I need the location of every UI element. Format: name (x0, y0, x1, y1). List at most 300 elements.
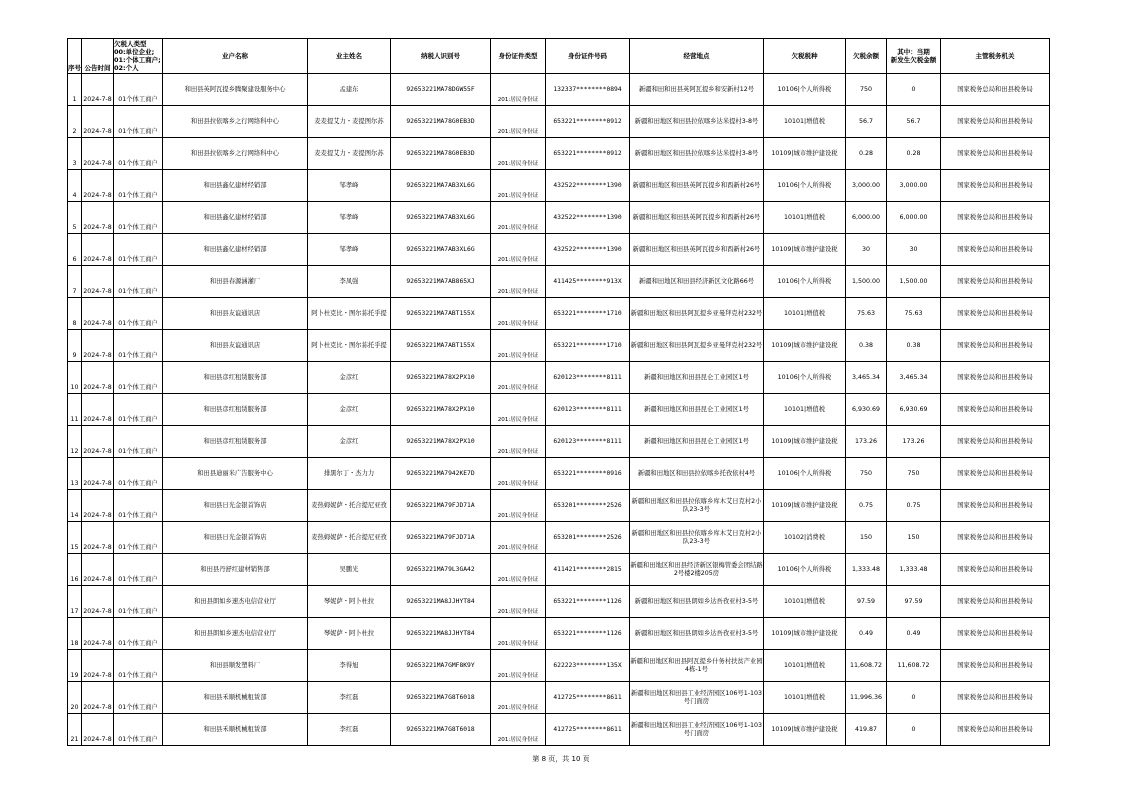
address-cell: 新疆和田地区和田县阿瓦提乡亚曼拜克村232号 (630, 298, 764, 330)
tax-kind-cell: 10101|增值税 (764, 650, 846, 682)
amount-cell: 750 (846, 74, 887, 106)
tax-kind-cell: 10106|个人所得税 (764, 170, 846, 202)
amount-cell: 150 (846, 522, 887, 554)
new-amount-cell: 0.38 (887, 330, 941, 362)
address-cell: 新疆和田地区和田县拉依喀乡托孜依村4号 (630, 458, 764, 490)
type-cell: 01个体工商户 (114, 106, 163, 138)
tax-id-cell: 92653221MA78X2PX10 (391, 394, 491, 426)
amount-cell: 6,930.69 (846, 394, 887, 426)
name-cell: 和田县朗如乡速杰电信营业厅 (163, 618, 308, 650)
type-cell: 01个体工商户 (114, 650, 163, 682)
owner-cell: 李红磊 (308, 714, 391, 746)
address-cell: 新疆和田地区和田县经济新区文化路66号 (630, 266, 764, 298)
owner-cell: 金彦红 (308, 426, 391, 458)
seq-cell: 12 (68, 426, 82, 458)
new-amount-cell: 0 (887, 74, 941, 106)
date-cell: 2024-7-8 (82, 682, 114, 714)
address-cell: 新疆和田地区和田县拉依喀乡达米提村3-8号 (630, 138, 764, 170)
id-type-cell: 201:居民身份证 (491, 714, 546, 746)
type-cell: 01个体工商户 (114, 458, 163, 490)
type-cell: 01个体工商户 (114, 138, 163, 170)
id-type-cell: 201:居民身份证 (491, 202, 546, 234)
amount-cell: 0.38 (846, 330, 887, 362)
owner-cell: 邹孝峰 (308, 170, 391, 202)
owner-cell: 邹孝峰 (308, 202, 391, 234)
header-tax-kind: 欠税税种 (764, 39, 846, 74)
id-no-cell: 432522********1390 (546, 234, 630, 266)
authority-cell: 国家税务总局和田县税务局 (941, 682, 1050, 714)
amount-cell: 0.49 (846, 618, 887, 650)
new-amount-cell: 97.59 (887, 586, 941, 618)
owner-cell: 麦麦提艾力・麦提图尔苏 (308, 138, 391, 170)
id-type-cell: 201:居民身份证 (491, 394, 546, 426)
date-cell: 2024-7-8 (82, 426, 114, 458)
header-owner: 业主姓名 (308, 39, 391, 74)
table-row (68, 522, 1050, 554)
tax-id-cell: 92653221MA7AB3XL6G (391, 202, 491, 234)
id-no-cell: 412725********8611 (546, 682, 630, 714)
address-cell: 新疆和田地区和田县朗如乡达吾孜亚村3-5号 (630, 586, 764, 618)
address-cell: 新疆和田和田县英阿瓦提乡和安新村12号 (630, 74, 764, 106)
type-cell: 01个体工商户 (114, 554, 163, 586)
table-row (68, 426, 1050, 458)
name-cell: 和田县彦红租赁服务部 (163, 362, 308, 394)
tax-kind-cell: 10109|城市维护建设税 (764, 234, 846, 266)
name-cell: 和田县彦红租赁服务部 (163, 426, 308, 458)
authority-cell: 国家税务总局和田县税务局 (941, 618, 1050, 650)
id-type-cell: 201:居民身份证 (491, 138, 546, 170)
table-row (68, 266, 1050, 298)
name-cell: 和田县拉依喀乡之行网络科中心 (163, 138, 308, 170)
amount-cell: 3,000.00 (846, 170, 887, 202)
header-debtor-type: 欠税人类型 00:单位企业; 01:个体工商户; 02:个人 (114, 40, 161, 72)
type-cell: 01个体工商户 (114, 74, 163, 106)
name-cell: 和田县友谊通讯店 (163, 298, 308, 330)
date-cell: 2024-7-8 (82, 618, 114, 650)
amount-cell: 0.75 (846, 490, 887, 522)
tax-id-cell: 92653221MA8JJHYT84 (391, 586, 491, 618)
new-amount-cell: 3,000.00 (887, 170, 941, 202)
tax-kind-cell: 10101|增值税 (764, 586, 846, 618)
id-no-cell: 653221********1126 (546, 618, 630, 650)
name-cell: 和田县日光金银首饰店 (163, 522, 308, 554)
table-row (68, 586, 1050, 618)
tax-id-cell: 92653221MA8JJHYT84 (391, 618, 491, 650)
id-no-cell: 653201********2526 (546, 522, 630, 554)
name-cell: 和田县禾顺机械租赁部 (163, 682, 308, 714)
name-cell: 和田县鑫亿建材经销部 (163, 170, 308, 202)
authority-cell: 国家税务总局和田县税务局 (941, 586, 1050, 618)
table-row (68, 202, 1050, 234)
new-amount-cell: 0 (887, 714, 941, 746)
table-row (68, 170, 1050, 202)
amount-cell: 0.28 (846, 138, 887, 170)
amount-cell: 1,500.00 (846, 266, 887, 298)
owner-cell: 琴妮萨・阿卜杜拉 (308, 586, 391, 618)
name-cell: 和田县鑫亿建材经销部 (163, 234, 308, 266)
seq-cell: 2 (68, 106, 82, 138)
id-type-cell: 201:居民身份证 (491, 586, 546, 618)
id-type-cell: 201:居民身份证 (491, 554, 546, 586)
id-no-cell: 412725********8611 (546, 714, 630, 746)
owner-cell: 琴妮萨・阿卜杜拉 (308, 618, 391, 650)
id-no-cell: 653221********1126 (546, 586, 630, 618)
authority-cell: 国家税务总局和田县税务局 (941, 74, 1050, 106)
table-row (68, 106, 1050, 138)
table-row (68, 458, 1050, 490)
date-cell: 2024-7-8 (82, 330, 114, 362)
type-cell: 01个体工商户 (114, 586, 163, 618)
tax-id-cell: 92653221MA78DGW55F (391, 74, 491, 106)
tax-kind-cell: 10101|增值税 (764, 394, 846, 426)
amount-cell: 750 (846, 458, 887, 490)
table-row (68, 234, 1050, 266)
id-type-cell: 201:居民身份证 (491, 618, 546, 650)
type-cell: 01个体工商户 (114, 426, 163, 458)
id-no-cell: 411425********913X (546, 266, 630, 298)
new-amount-cell: 0.49 (887, 618, 941, 650)
date-cell: 2024-7-8 (82, 234, 114, 266)
authority-cell: 国家税务总局和田县税务局 (941, 650, 1050, 682)
id-no-cell: 653201********2526 (546, 490, 630, 522)
type-cell: 01个体工商户 (114, 298, 163, 330)
seq-cell: 17 (68, 586, 82, 618)
new-amount-cell: 173.26 (887, 426, 941, 458)
tax-id-cell: 92653221MA79FJD71A (391, 522, 491, 554)
name-cell: 和田县丹舒红建材销售部 (163, 554, 308, 586)
seq-cell: 8 (68, 298, 82, 330)
id-no-cell: 653221********1710 (546, 330, 630, 362)
date-cell: 2024-7-8 (82, 298, 114, 330)
id-no-cell: 132337********0894 (546, 74, 630, 106)
id-no-cell: 653221********0912 (546, 138, 630, 170)
owner-cell: 孟建东 (308, 74, 391, 106)
authority-cell: 国家税务总局和田县税务局 (941, 490, 1050, 522)
amount-cell: 11,996.36 (846, 682, 887, 714)
date-cell: 2024-7-8 (82, 170, 114, 202)
new-amount-cell: 150 (887, 522, 941, 554)
amount-cell: 75.63 (846, 298, 887, 330)
id-type-cell: 201:居民身份证 (491, 458, 546, 490)
seq-cell: 20 (68, 682, 82, 714)
date-cell: 2024-7-8 (82, 650, 114, 682)
id-no-cell: 653221********0916 (546, 458, 630, 490)
table-row (68, 138, 1050, 170)
name-cell: 和田县顺发塑料厂 (163, 650, 308, 682)
id-no-cell: 432522********1390 (546, 202, 630, 234)
header-id-type: 身份证件类型 (491, 39, 546, 74)
owner-cell: 李凤强 (308, 266, 391, 298)
authority-cell: 国家税务总局和田县税务局 (941, 266, 1050, 298)
table-row (68, 74, 1050, 106)
authority-cell: 国家税务总局和田县税务局 (941, 394, 1050, 426)
tax-kind-cell: 10106|个人所得税 (764, 554, 846, 586)
type-cell: 01个体工商户 (114, 202, 163, 234)
tax-id-cell: 92653221MA7942KE7D (391, 458, 491, 490)
id-type-cell: 201:居民身份证 (491, 362, 546, 394)
authority-cell: 国家税务总局和田县税务局 (941, 106, 1050, 138)
tax-kind-cell: 10109|城市维护建设税 (764, 138, 846, 170)
name-cell: 和田县日光金银首饰店 (163, 490, 308, 522)
new-amount-cell: 1,333.48 (887, 554, 941, 586)
seq-cell: 7 (68, 266, 82, 298)
seq-cell: 13 (68, 458, 82, 490)
header-amount: 欠税余额 (846, 39, 887, 74)
owner-cell: 排黑尔丁・杰力力 (308, 458, 391, 490)
name-cell: 和田县春源涵灌厂 (163, 266, 308, 298)
table-row (68, 682, 1050, 714)
owner-cell: 阿卜杜克比・图尔荪托乎提 (308, 298, 391, 330)
seq-cell: 14 (68, 490, 82, 522)
table-row (68, 330, 1050, 362)
seq-cell: 11 (68, 394, 82, 426)
amount-cell: 3,465.34 (846, 362, 887, 394)
type-cell: 01个体工商户 (114, 682, 163, 714)
address-cell: 新疆和田地区和田县英阿瓦提乡和酉新村26号 (630, 234, 764, 266)
authority-cell: 国家税务总局和田县税务局 (941, 554, 1050, 586)
date-cell: 2024-7-8 (82, 106, 114, 138)
authority-cell: 国家税务总局和田县税务局 (941, 138, 1050, 170)
type-cell: 01个体工商户 (114, 170, 163, 202)
type-cell: 01个体工商户 (114, 362, 163, 394)
owner-cell: 麦热姆妮萨・托合提尼亚孜 (308, 490, 391, 522)
date-cell: 2024-7-8 (82, 586, 114, 618)
id-type-cell: 201:居民身份证 (491, 682, 546, 714)
date-cell: 2024-7-8 (82, 362, 114, 394)
seq-cell: 3 (68, 138, 82, 170)
owner-cell: 李红磊 (308, 682, 391, 714)
name-cell: 和田县拉依喀乡之行网络科中心 (163, 106, 308, 138)
type-cell: 01个体工商户 (114, 490, 163, 522)
date-cell: 2024-7-8 (82, 522, 114, 554)
date-cell: 2024-7-8 (82, 490, 114, 522)
new-amount-cell: 75.63 (887, 298, 941, 330)
id-type-cell: 201:居民身份证 (491, 330, 546, 362)
owner-cell: 麦麦提艾力・麦提图尔苏 (308, 106, 391, 138)
tax-id-cell: 92653221MA7AB3XL6G (391, 234, 491, 266)
header-name: 业户名称 (163, 39, 308, 74)
tax-id-cell: 92653221MA78X2PX10 (391, 362, 491, 394)
name-cell: 和田县英阿瓦提乡腾聚建设服务中心 (163, 74, 308, 106)
new-amount-cell: 0 (887, 682, 941, 714)
new-amount-cell: 30 (887, 234, 941, 266)
date-cell: 2024-7-8 (82, 714, 114, 746)
type-cell: 01个体工商户 (114, 234, 163, 266)
new-amount-cell: 6,930.69 (887, 394, 941, 426)
new-amount-cell: 0.75 (887, 490, 941, 522)
id-type-cell: 201:居民身份证 (491, 74, 546, 106)
date-cell: 2024-7-8 (82, 394, 114, 426)
address-cell: 新疆和田地区和田县朗如乡达吾孜亚村3-5号 (630, 618, 764, 650)
seq-cell: 10 (68, 362, 82, 394)
owner-cell: 李得旭 (308, 650, 391, 682)
tax-kind-cell: 10106|个人所得税 (764, 458, 846, 490)
type-cell: 01个体工商户 (114, 330, 163, 362)
id-type-cell: 201:居民身份证 (491, 298, 546, 330)
address-cell: 新疆和田地区和田县拉依喀乡达米提村3-8号 (630, 106, 764, 138)
amount-cell: 173.26 (846, 426, 887, 458)
address-cell: 新疆和田地区和田县英阿瓦提乡和酉新村26号 (630, 202, 764, 234)
table-row (68, 298, 1050, 330)
id-type-cell: 201:居民身份证 (491, 234, 546, 266)
owner-cell: 邹孝峰 (308, 234, 391, 266)
tax-kind-cell: 10101|增值税 (764, 202, 846, 234)
date-cell: 2024-7-8 (82, 74, 114, 106)
address-cell: 新疆和田地区和田县阿瓦提乡什务村扶贫产业园4栋-1号 (630, 650, 764, 682)
id-type-cell: 201:居民身份证 (491, 106, 546, 138)
new-amount-cell: 11,608.72 (887, 650, 941, 682)
tax-kind-cell: 10106|个人所得税 (764, 74, 846, 106)
authority-cell: 国家税务总局和田县税务局 (941, 170, 1050, 202)
type-cell: 01个体工商户 (114, 394, 163, 426)
authority-cell: 国家税务总局和田县税务局 (941, 298, 1050, 330)
header-row (68, 39, 1050, 74)
new-amount-cell: 56.7 (887, 106, 941, 138)
authority-cell: 国家税务总局和田县税务局 (941, 458, 1050, 490)
tax-kind-cell: 10101|增值税 (764, 298, 846, 330)
amount-cell: 56.7 (846, 106, 887, 138)
table-row (68, 362, 1050, 394)
tax-id-cell: 92653221MA7AB865XJ (391, 266, 491, 298)
address-cell: 新疆和田地区和田县昆仑工业园区1号 (630, 362, 764, 394)
table-row (68, 490, 1050, 522)
name-cell: 和田县朗如乡速杰电信营业厅 (163, 586, 308, 618)
tax-id-cell: 92653221MA7GMF8K9Y (391, 650, 491, 682)
amount-cell: 11,608.72 (846, 650, 887, 682)
id-type-cell: 201:居民身份证 (491, 490, 546, 522)
tax-id-cell: 92653221MA7G8T6018 (391, 714, 491, 746)
authority-cell: 国家税务总局和田县税务局 (941, 362, 1050, 394)
new-amount-cell: 750 (887, 458, 941, 490)
amount-cell: 30 (846, 234, 887, 266)
new-amount-cell: 6,000.00 (887, 202, 941, 234)
new-amount-cell: 1,500.00 (887, 266, 941, 298)
id-type-cell: 201:居民身份证 (491, 266, 546, 298)
table-row (68, 650, 1050, 682)
tax-id-cell: 92653221MA7AB3XL6G (391, 170, 491, 202)
table-row (68, 618, 1050, 650)
seq-cell: 16 (68, 554, 82, 586)
address-cell: 新疆和田地区和田县拉依喀乡库木艾日克村2小队23-3号 (630, 522, 764, 554)
header-seq: 序号 (68, 39, 82, 74)
authority-cell: 国家税务总局和田县税务局 (941, 522, 1050, 554)
header-tax-id: 纳税人识别号 (391, 39, 491, 74)
type-cell: 01个体工商户 (114, 714, 163, 746)
name-cell: 和田县迪丽米广告服务中心 (163, 458, 308, 490)
amount-cell: 1,333.48 (846, 554, 887, 586)
type-cell: 01个体工商户 (114, 266, 163, 298)
tax-kind-cell: 10106|个人所得税 (764, 362, 846, 394)
date-cell: 2024-7-8 (82, 138, 114, 170)
tax-id-cell: 92653221MA7G8T6018 (391, 682, 491, 714)
name-cell: 和田县禾顺机械租赁部 (163, 714, 308, 746)
id-type-cell: 201:居民身份证 (491, 650, 546, 682)
tax-kind-cell: 10106|个人所得税 (764, 266, 846, 298)
table-row (68, 714, 1050, 746)
owner-cell: 金彦红 (308, 362, 391, 394)
tax-id-cell: 92653221MA79FJD71A (391, 490, 491, 522)
owner-cell: 金彦红 (308, 394, 391, 426)
id-no-cell: 653221********0912 (546, 106, 630, 138)
tax-kind-cell: 10109|城市维护建设税 (764, 330, 846, 362)
seq-cell: 4 (68, 170, 82, 202)
address-cell: 新疆和田地区和田县阿瓦提乡亚曼拜克村232号 (630, 330, 764, 362)
address-cell: 新疆和田地区和田县昆仑工业园区1号 (630, 394, 764, 426)
owner-cell: 阿卜杜克比・图尔荪托乎提 (308, 330, 391, 362)
seq-cell: 9 (68, 330, 82, 362)
address-cell: 新疆和田地区和田县工业经济园区106号1-103号门面房 (630, 714, 764, 746)
amount-cell: 6,000.00 (846, 202, 887, 234)
header-id-no: 身份证件号码 (546, 39, 630, 74)
seq-cell: 1 (68, 74, 82, 106)
seq-cell: 18 (68, 618, 82, 650)
tax-kind-cell: 10109|城市维护建设税 (764, 714, 846, 746)
seq-cell: 19 (68, 650, 82, 682)
new-amount-cell: 0.28 (887, 138, 941, 170)
seq-cell: 5 (68, 202, 82, 234)
type-cell: 01个体工商户 (114, 522, 163, 554)
id-no-cell: 620123********8111 (546, 426, 630, 458)
tax-kind-cell: 10109|城市维护建设税 (764, 426, 846, 458)
type-cell: 01个体工商户 (114, 618, 163, 650)
table-row (68, 554, 1050, 586)
authority-cell: 国家税务总局和田县税务局 (941, 426, 1050, 458)
address-cell: 新疆和田地区和田县昆仑工业园区1号 (630, 426, 764, 458)
tax-kind-cell: 10109|城市维护建设税 (764, 618, 846, 650)
header-authority: 主管税务机关 (941, 39, 1050, 74)
header-address: 经营地点 (630, 39, 764, 74)
date-cell: 2024-7-8 (82, 554, 114, 586)
authority-cell: 国家税务总局和田县税务局 (941, 234, 1050, 266)
tax-kind-cell: 10102|消费税 (764, 522, 846, 554)
amount-cell: 97.59 (846, 586, 887, 618)
tax-id-cell: 92653221MA78X2PX10 (391, 426, 491, 458)
address-cell: 新疆和田地区和田县拉依喀乡库木艾日克村2小队23-3号 (630, 490, 764, 522)
id-no-cell: 653221********1710 (546, 298, 630, 330)
name-cell: 和田县鑫亿建材经销部 (163, 202, 308, 234)
id-type-cell: 201:居民身份证 (491, 170, 546, 202)
address-cell: 新疆和田地区和田县工业经济园区106号1-103号门面房 (630, 682, 764, 714)
amount-cell: 419.87 (846, 714, 887, 746)
tax-arrears-table (67, 38, 1050, 746)
name-cell: 和田县友谊通讯店 (163, 330, 308, 362)
tax-id-cell: 92653221MA78G0EB3D (391, 138, 491, 170)
tax-kind-cell: 10101|增值税 (764, 682, 846, 714)
id-no-cell: 620123********8111 (546, 394, 630, 426)
header-pub-time: 公告时间 (82, 39, 114, 74)
id-no-cell: 432522********1390 (546, 170, 630, 202)
name-cell: 和田县彦红租赁服务部 (163, 394, 308, 426)
header-new-amount: 其中：当期 新发生欠税金额 (887, 39, 941, 74)
date-cell: 2024-7-8 (82, 266, 114, 298)
page-footer: 第 8 页，共 10 页 (532, 755, 590, 763)
seq-cell: 21 (68, 714, 82, 746)
owner-cell: 吴鹏光 (308, 554, 391, 586)
authority-cell: 国家税务总局和田县税务局 (941, 714, 1050, 746)
id-type-cell: 201:居民身份证 (491, 522, 546, 554)
tax-id-cell: 92653221MA7ABT155X (391, 298, 491, 330)
date-cell: 2024-7-8 (82, 458, 114, 490)
tax-kind-cell: 10109|城市维护建设税 (764, 490, 846, 522)
date-cell: 2024-7-8 (82, 202, 114, 234)
id-no-cell: 620123********8111 (546, 362, 630, 394)
seq-cell: 15 (68, 522, 82, 554)
tax-kind-cell: 10101|增值税 (764, 106, 846, 138)
table-row (68, 394, 1050, 426)
address-cell: 新疆和田地区和田县经济新区银梅管委会团结路2号楼2楼205房 (630, 554, 764, 586)
address-cell: 新疆和田地区和田县英阿瓦提乡和酉新村26号 (630, 170, 764, 202)
new-amount-cell: 3,465.34 (887, 362, 941, 394)
